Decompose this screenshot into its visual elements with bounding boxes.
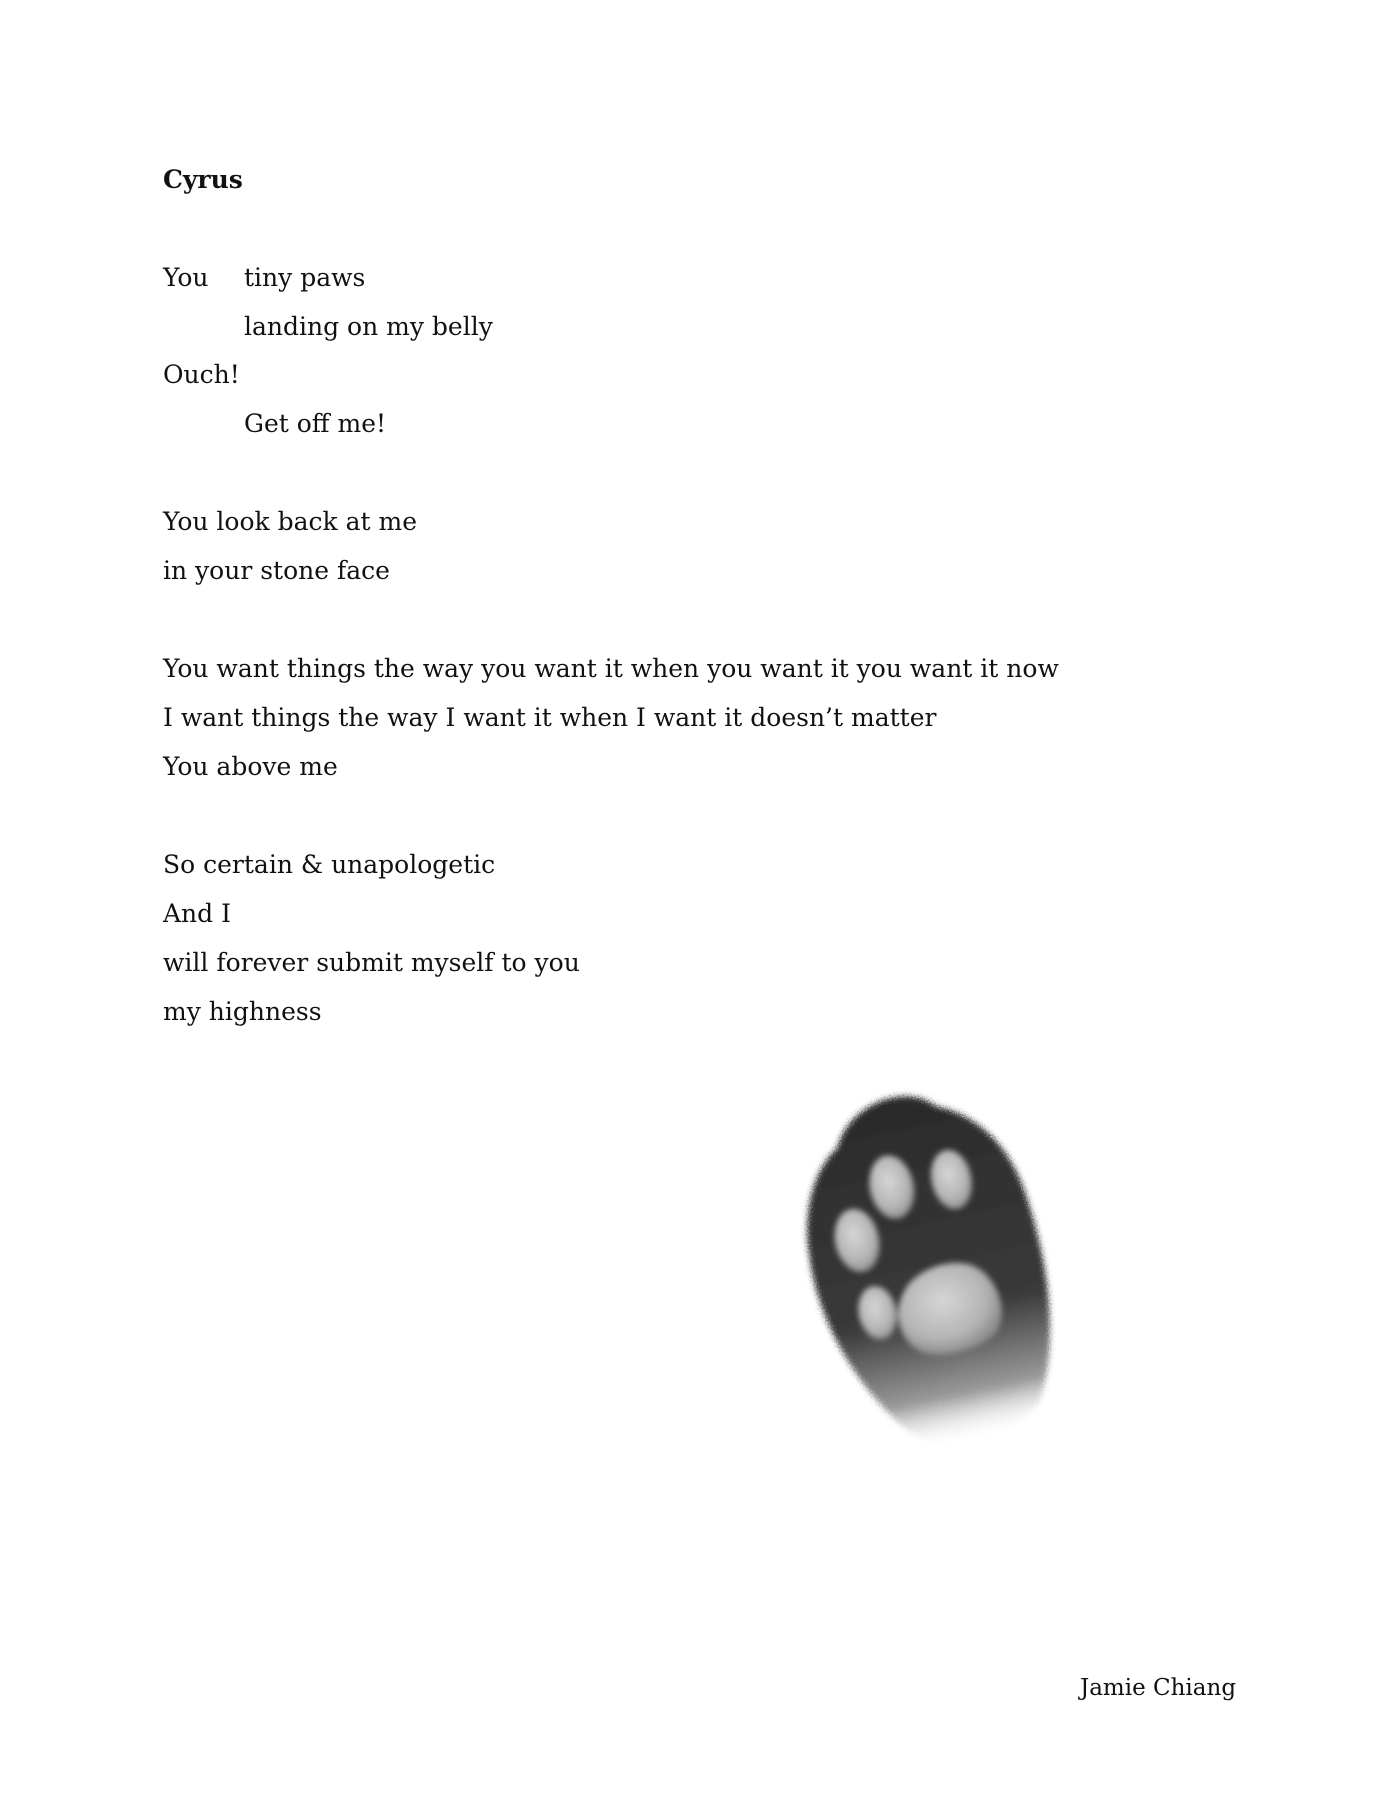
stanza1-line4: Get off me!	[244, 409, 387, 438]
stanza3-line1: You want things the way you want it when you want it you want it now	[163, 654, 1059, 683]
stanza1-line3: Ouch!	[163, 360, 240, 389]
stanza3-line2: I want things the way I want it when I want it doesn’t matter	[163, 703, 937, 732]
paw-fur	[780, 1074, 1077, 1460]
stanza1-line2: landing on my belly	[244, 312, 493, 341]
cat-paw-icon	[770, 1070, 1100, 1460]
stanza4-line3: will forever submit myself to you	[163, 948, 580, 977]
stanza4-line4: my highness	[163, 997, 322, 1026]
stanza4-line1: So certain & unapologetic	[163, 850, 496, 879]
stanza4-line2: And I	[163, 899, 231, 928]
stanza1-you: You	[163, 263, 209, 292]
poem-title: Cyrus	[163, 165, 243, 194]
stanza3-line3: You above me	[163, 752, 338, 781]
stanza2-line2: in your stone face	[163, 556, 390, 585]
stanza2-line1: You look back at me	[163, 507, 418, 536]
author-name: Jamie Chiang	[1080, 1675, 1237, 1701]
stanza1-line1: tiny paws	[244, 263, 366, 292]
